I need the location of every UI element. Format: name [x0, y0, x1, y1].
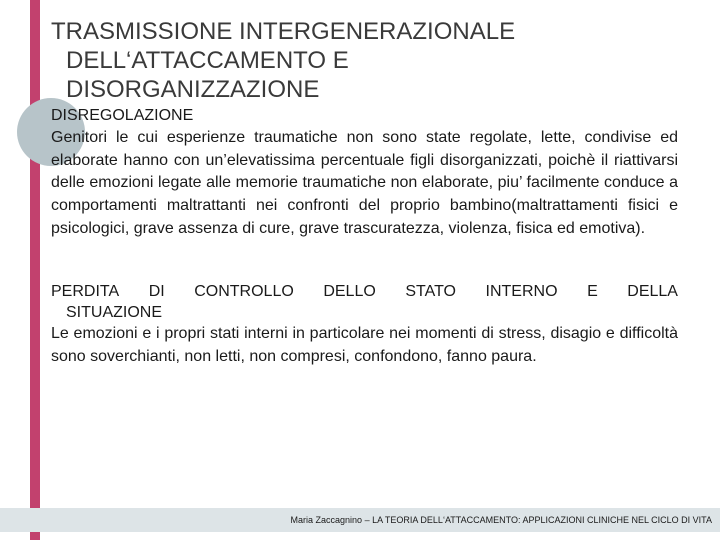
heading-word: CONTROLLO	[194, 283, 294, 300]
section2-body: Le emozioni e i propri stati interni in particolare nei momenti di stress, disagio e difficoltà sono soverchianti, non letti, non compresi, confondono, fanno paura.	[51, 325, 678, 365]
slide-title	[51, 17, 691, 104]
title-line-3: DISORGANIZZAZIONE	[66, 76, 320, 103]
heading-word: PERDITA	[51, 283, 120, 300]
section2-heading-line2: SITUAZIONE	[66, 304, 163, 321]
footer-text: Maria Zaccagnino – LA TEORIA DELL‘ATTACCAMENTO: APPLICAZIONI CLINICHE NEL CICLO DI VITA	[290, 515, 712, 525]
accent-bar	[30, 0, 40, 540]
heading-word: INTERNO	[485, 283, 558, 300]
section2-heading-line1	[51, 281, 678, 302]
title-line-2: DELL‘ATTACCAMENTO E	[66, 47, 349, 74]
heading-word: DELLO	[323, 283, 376, 300]
section1-heading: DISREGOLAZIONE	[51, 107, 194, 124]
heading-word: DELLA	[627, 283, 678, 300]
title-line-1: TRASMISSIONE INTERGENERAZIONALE	[51, 18, 516, 45]
heading-word: E	[587, 283, 598, 300]
heading-word: DI	[148, 283, 165, 300]
section1-body: Genitori le cui esperienze traumatiche non sono state regolate, lette, condivise ed elaborate hanno con un’elevatissima percentuale figli disorganizzati, poichè il riattivarsi delle emozioni legate alle memorie traumatiche non elaborate, piu’ facilmente conduce a comportamenti maltrattanti nei confronti del proprio bambino(maltrattamenti fisici e psicologici, grave assenza di cure, grave trascuratezza, violenza, fisica ed emotiva).	[51, 129, 678, 237]
section2-heading	[51, 281, 678, 323]
footer-bar	[0, 508, 720, 532]
heading-word: STATO	[405, 283, 456, 300]
